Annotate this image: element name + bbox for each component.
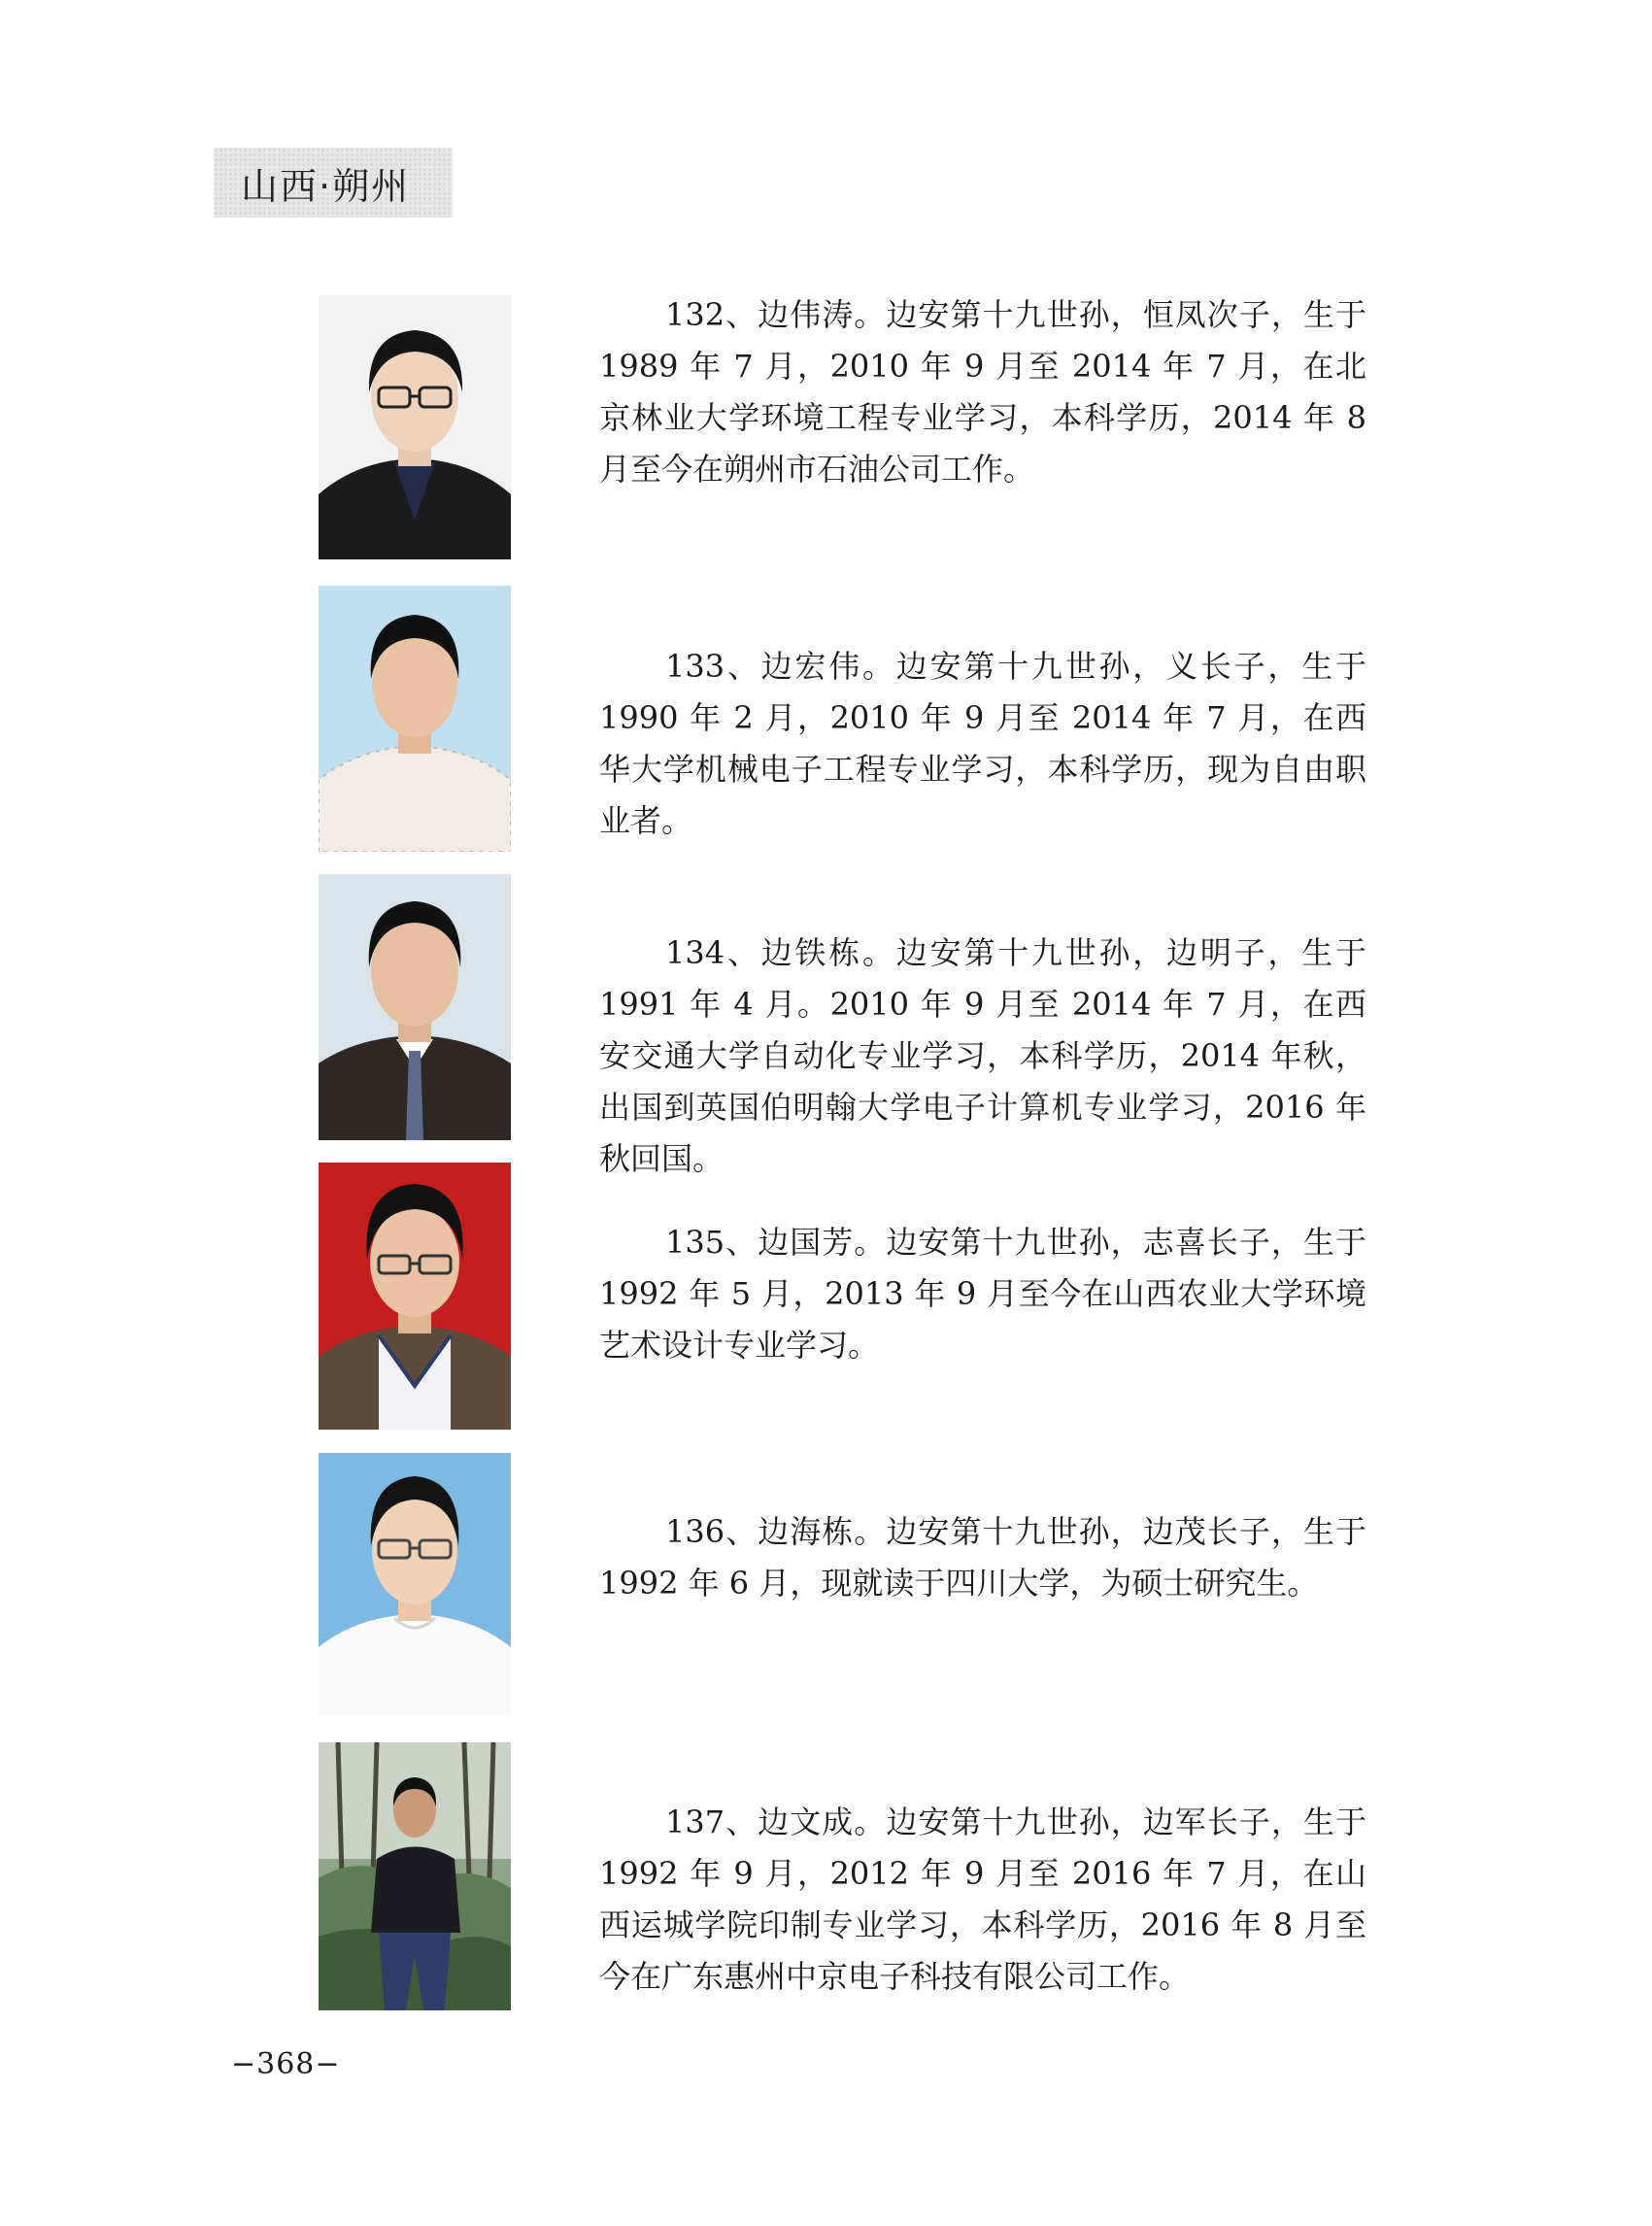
biography-text: 136、边海栋。边安第十九世孙，边茂长子，生于 1992 年 6 月，现就读于四川大学，为硕士研究生。	[599, 1513, 1366, 1602]
running-header	[214, 148, 453, 218]
portrait-photo	[319, 1163, 511, 1430]
biography-text: 133、边宏伟。边安第十九世孙，义长子，生于 1990 年 2 月，2010 年 9 月至 2014 年 7 月，在西华大学机械电子工程专业学习，本科学历，现为自由职业者。	[599, 648, 1366, 839]
biography-text: 137、边文成。边安第十九世孙，边军长子，生于 1992 年 9 月，2012 年 9 月至 2016 年 7 月，在山西运城学院印制专业学习，本科学历，2016 年 8 月至今在广东惠州中京电子科技有限公司工作。	[599, 1804, 1366, 1995]
portrait-photo	[319, 1453, 511, 1715]
portrait-photo	[319, 586, 511, 852]
biography-text: 134、边铁栋。边安第十九世孙，边明子，生于 1991 年 4 月。2010 年 9 月至 2014 年 7 月，在西安交通大学自动化专业学习，本科学历，2014 年秋，出国到英国伯明翰大学电子计算机专业学习，2016 年秋回国。	[599, 934, 1366, 1177]
page-number: −368−	[231, 2047, 341, 2081]
biography-text: 135、边国芳。边安第十九世孙，志喜长子，生于 1992 年 5 月，2013 年 9 月至今在山西农业大学环境艺术设计专业学习。	[599, 1224, 1366, 1364]
portrait-photo	[319, 295, 511, 559]
portrait-photo	[319, 1742, 511, 2010]
running-header-title: 山西·朔州	[241, 164, 411, 208]
biography-text: 132、边伟涛。边安第十九世孙，恒凤次子，生于 1989 年 7 月，2010 年 9 月至 2014 年 7 月，在北京林业大学环境工程专业学习，本科学历，2014 年 8 月至今在朔州市石油公司工作。	[599, 296, 1366, 488]
portrait-photo	[319, 874, 511, 1140]
